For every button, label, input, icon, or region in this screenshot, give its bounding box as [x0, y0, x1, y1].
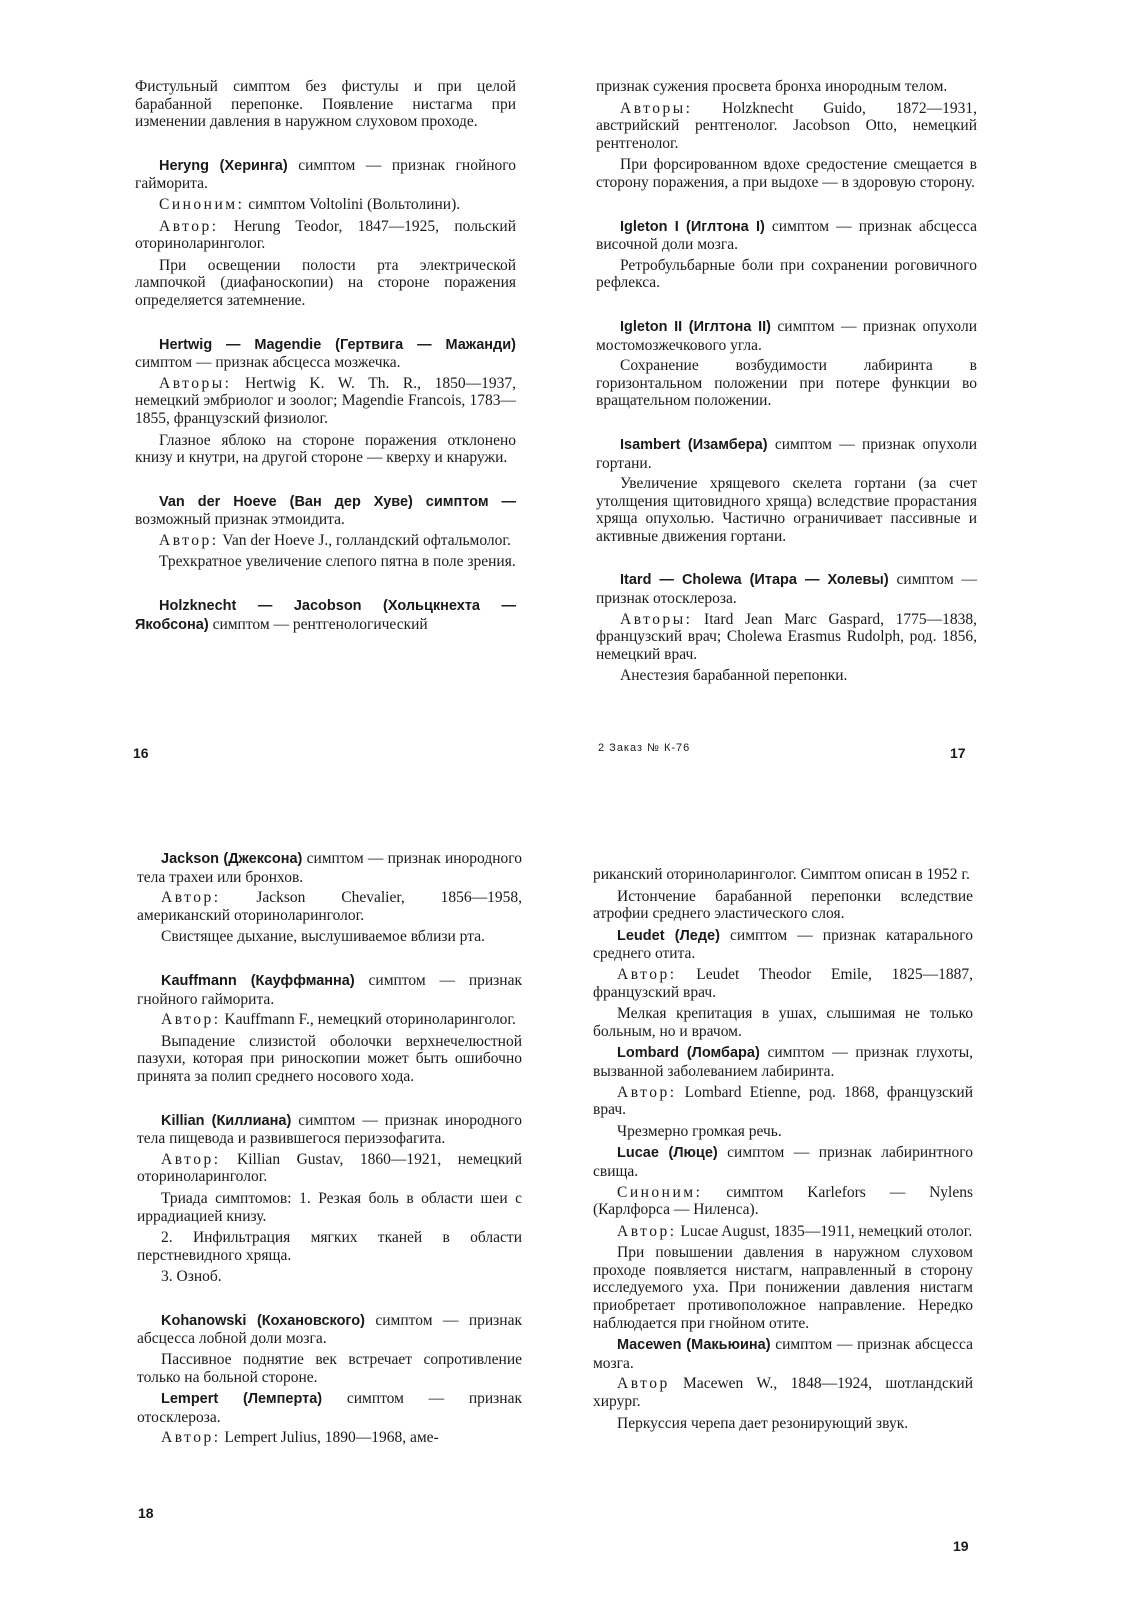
synonym-text: симптом Karlefors — Nylens (Карлфорса — Ниленса). [593, 1183, 973, 1219]
author-text: Herung Teodor, 1847—1925, польский оториноларинголог. [135, 217, 516, 253]
entry-holzknecht [135, 597, 516, 634]
entry-lempert [137, 1390, 522, 1426]
author-label: Авторы: [620, 99, 693, 117]
entry-lombard [593, 1044, 973, 1080]
author-text: Jackson Chevalier, 1856—1958, американский оториноларинголог. [137, 889, 522, 924]
author-label: Автор [617, 1375, 670, 1393]
entry-heading: Igleton I (Иглтона I) [620, 218, 765, 235]
entry-leudet [593, 927, 973, 963]
entry-heading: Macewen (Макьюина) [617, 1337, 771, 1354]
author-text: Killian Gustav, 1860—1921, немецкий оториноларинголог. [137, 1150, 522, 1186]
page-16-column [135, 78, 516, 637]
continued-text: риканский оториноларинголог. Симптом описан в 1952 г. [593, 866, 970, 883]
entry-heading: Itard — Cholewa (Итара — Холевы) [620, 572, 889, 589]
synonym-text: симптом Voltolini (Вольтолини). [244, 195, 461, 213]
synonym-label: Синоним: [159, 195, 245, 213]
entry-description: Мелкая крепитация в ушах, слышимая не только больным, но и врачом. [593, 1005, 973, 1040]
entry-hertwig [135, 336, 516, 372]
entry-definition: симптом — признак гнойного гайморита. [137, 971, 522, 1008]
fistula-intro-text: Фистульный симптом без фистулы и при целой барабанной перепонке. Появление нистагма при изменении давления в наружном слуховом проходе. [135, 78, 516, 131]
entry-definition: симптом — рентгенологический [208, 615, 428, 633]
entry-heading: Hertwig — Magendie (Гертвига — Мажанди) [159, 336, 516, 353]
entry-description: Ретробульбарные боли при сохранении роговичного рефлекса. [596, 256, 977, 292]
page-number-19: 19 [953, 1538, 969, 1554]
page-17-column [596, 78, 977, 689]
author-label: Автор: [617, 1222, 677, 1240]
author-label: Автор: [159, 531, 219, 549]
author-text: Kauffmann F., немецкий оториноларинголог. [220, 1011, 516, 1029]
author-label: Автор: [617, 1083, 677, 1101]
entry-van-der-hoeve [135, 493, 516, 529]
entry-definition: симптом — признак опухоли мостомозжечкового угла. [596, 317, 978, 354]
entry-heading: Killian (Киллиана) [161, 1112, 292, 1129]
entry-definition: симптом — признак опухоли гортани. [596, 435, 978, 472]
author-label: Авторы: [620, 610, 693, 628]
author-text: Lombard Etienne, род. 1868, французский врач. [593, 1083, 973, 1119]
entry-description: Анестезия барабанной перепонки. [620, 667, 848, 685]
entry-heading: Lucae (Люце) [617, 1145, 718, 1162]
entry-description: Трехкратное увеличение слепого пятна в поле зрения. [159, 553, 516, 571]
entry-jackson [137, 850, 522, 886]
entry-definition: симптом — признак абсцесса височной доли мозга. [596, 217, 977, 254]
entry-description: При освещении полости рта электрической лампочкой (диафаноскопии) на стороне поражения определяется затемнение. [135, 256, 516, 309]
entry-heading: Leudet (Леде) [617, 927, 720, 944]
entry-definition: симптом — признак инородного тела пищевода и развившегося периэзофагита. [137, 1111, 522, 1148]
entry-description: Глазное яблоко на стороне поражения отклонено книзу и кнутри, на другой стороне — кверху и кнаружи. [135, 431, 516, 467]
author-label: Автор: [617, 965, 677, 983]
author-label: Автор: [161, 1011, 221, 1029]
entry-definition: симптом — признак гнойного гайморита. [135, 156, 517, 193]
author-text: Van der Hoeve J., голландский офтальмолог. [218, 531, 511, 549]
page-19-column [593, 866, 973, 1436]
entry-heading: Jackson (Джексона) [161, 851, 303, 867]
entry-macewen [593, 1336, 973, 1372]
entry-description: Перкуссия черепа дает резонирующий звук. [617, 1414, 909, 1432]
entry-description: Сохранение возбудимости лабиринта в горизонтальном положении при потере функции во вращательном положении. [596, 357, 977, 410]
entry-kauffmann [137, 972, 522, 1008]
author-text: Lucae August, 1835—1911, немецкий отолог. [676, 1222, 973, 1240]
entry-definition: симптом — признак катарального среднего отита. [593, 926, 973, 963]
entry-definition: симптом — признак абсцесса мозга. [593, 1336, 973, 1372]
page-18-column [137, 850, 522, 1451]
entry-heading: Lombard (Ломбара) [617, 1045, 760, 1062]
entry-definition: симптом — признак лабиринтного свища. [593, 1144, 973, 1180]
page-number-17: 17 [950, 745, 966, 761]
entry-definition: симптом — признак инородного тела трахеи или бронхов. [137, 850, 523, 886]
entry-description: Пассивное поднятие век встречает сопротивление только на больной стороне. [137, 1351, 522, 1386]
author-label: Автор: [161, 1429, 221, 1447]
author-text: Holzknecht Guido, 1872—1931, австрийский рентгенолог. Jacobson Otto, немецкий рентгенолог. [596, 99, 977, 152]
author-text: Itard Jean Marc Gaspard, 1775—1838, французский врач; Cholewa Erasmus Rudolph, род. 1856, немецкий врач. [596, 610, 977, 663]
author-text: Hertwig K. W. Th. R., 1850—1937, немецкий эмбриолог и зоолог; Magendie Francois, 1783—1855, французский физиолог. [135, 374, 516, 427]
entry-killian [137, 1112, 522, 1148]
page-number-18: 18 [138, 1505, 154, 1521]
entry-description: Истончение барабанной перепонки вследствие атрофии среднего эластического слоя. [593, 887, 973, 923]
entry-heading: Kohanowski (Кохановского) [161, 1312, 365, 1329]
entry-isambert [596, 436, 977, 472]
author-label: Автор: [161, 1150, 221, 1168]
entry-definition: симптом — признак отосклероза. [596, 571, 977, 608]
entry-definition: симптом — признак абсцесса мозжечка. [135, 354, 401, 372]
order-note: 2 Заказ № К-76 [598, 742, 691, 754]
entry-description: Выпадение слизистой оболочки верхнечелюстной пазухи, которая при риноскопии может быть ошибочно принята за полип среднего носового хода. [137, 1032, 522, 1085]
entry-heading: Isambert (Изамбера) [620, 436, 768, 453]
page-number-16: 16 [133, 745, 149, 761]
entry-heading: Heryng (Херинга) [159, 157, 288, 174]
entry-lucae [593, 1144, 973, 1180]
entry-description: Увеличение хрящевого скелета гортани (за счет утолщения щитовидного хряща) вследствие прорастания хряща опухолью. Частично ограничивает пассивные и активные движения гортани. [596, 475, 977, 545]
entry-heading: Holzknecht — Jacobson (Хольцкнехта — Якобсона) [135, 598, 516, 633]
entry-heading: Lempert (Лемперта) [161, 1391, 323, 1408]
entry-heading: Van der Hoeve (Ван дер Хуве) симптом — [159, 493, 516, 510]
entry-definition: симптом — признак отосклероза. [137, 1390, 522, 1426]
entry-description: Свистящее дыхание, выслушиваемое вблизи рта. [161, 928, 485, 946]
author-text: Lempert Julius, 1890—1968, аме- [220, 1429, 439, 1447]
entry-description: 2. Инфильтрация мягких тканей в области перстневидного хряща. [137, 1229, 522, 1264]
author-text: Macewen W., 1848—1924, шотландский хирург. [593, 1375, 973, 1411]
entry-igleton-1 [596, 218, 977, 254]
entry-description: Чрезмерно громкая речь. [617, 1122, 782, 1140]
entry-description: При форсированном вдохе средостение смещается в сторону поражения, а при выдохе — в здоровую сторону. [596, 156, 977, 191]
author-label: Автор: [159, 217, 219, 235]
entry-igleton-2 [596, 318, 977, 354]
entry-definition: симптом — признак глухоты, вызванной заболеванием лабиринта. [593, 1044, 973, 1080]
entry-kohanowski [137, 1312, 522, 1348]
entry-heading: Igleton II (Иглтона II) [620, 318, 771, 335]
entry-heryng [135, 157, 516, 193]
entry-description: 3. Озноб. [161, 1268, 222, 1286]
entry-description: Триада симптомов: 1. Резкая боль в области шеи с иррадиацией книзу. [137, 1189, 522, 1225]
author-text: Leudet Theodor Emile, 1825—1887, французский врач. [593, 965, 973, 1001]
synonym-label: Синоним: [617, 1183, 703, 1201]
entry-description: При повышении давления в наружном слуховом проходе появляется нистагм, направленный в сторону исследуемого уха. При понижении давления нистагм приобретает противоположное направление. Нередко наблюдается при гнойном отите. [593, 1244, 973, 1332]
author-label: Авторы: [159, 374, 232, 392]
continued-text: признак сужения просвета бронха инородным телом. [596, 78, 948, 95]
entry-definition: симптом — признак абсцесса лобной доли мозга. [137, 1311, 523, 1348]
author-label: Автор: [161, 889, 221, 907]
entry-itard-cholewa [596, 571, 977, 607]
entry-heading: Kauffmann (Кауффманна) [161, 972, 355, 989]
entry-definition: возможный признак этмоидита. [135, 511, 345, 529]
